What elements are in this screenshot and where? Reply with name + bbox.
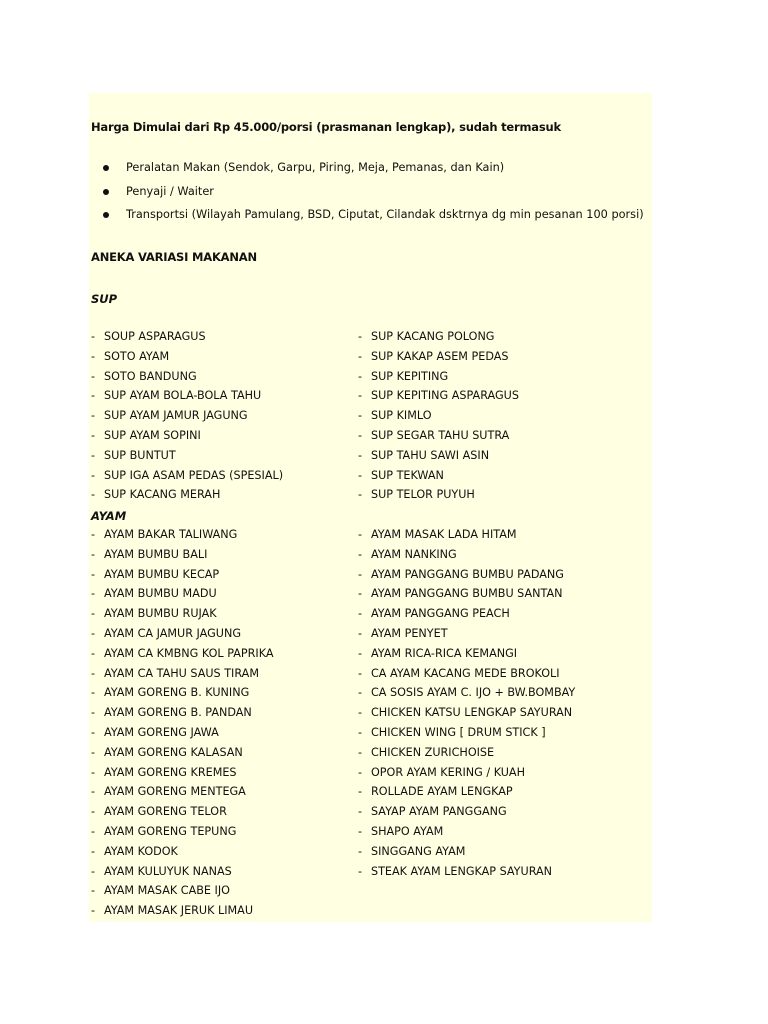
menu-item: - AYAM CA KMBNG KOL PAPRIKA xyxy=(91,646,274,660)
menu-item: - SAYAP AYAM PANGGANG xyxy=(358,805,507,819)
menu-item: - AYAM MASAK LADA HITAM xyxy=(358,528,517,541)
menu-item: - AYAM PANGGANG PEACH xyxy=(358,607,510,621)
menu-item: - AYAM CA JAMUR JAGUNG xyxy=(91,626,242,640)
menu-item: - SINGGANG AYAM xyxy=(358,844,466,858)
variety-heading: ANEKA VARIASI MAKANAN xyxy=(91,250,257,264)
menu-item: - SUP BUNTUT xyxy=(91,448,176,462)
menu-item: - AYAM RICA-RICA KEMANGI xyxy=(358,646,518,660)
menu-item: - AYAM KULUYUK NANAS xyxy=(91,864,232,878)
menu-item: - AYAM BUMBU MADU xyxy=(91,587,217,601)
menu-item: - CA AYAM KACANG MEDE BROKOLI xyxy=(358,666,560,680)
menu-item: - SOTO BANDUNG xyxy=(91,369,197,383)
menu-item: - AYAM BUMBU RUJAK xyxy=(91,607,217,621)
menu-item: - AYAM GORENG JAWA xyxy=(91,725,219,739)
menu-item: - AYAM GORENG B. KUNING xyxy=(91,686,250,700)
menu-item: - AYAM PANGGANG BUMBU PADANG xyxy=(358,567,564,581)
menu-item: - SUP TELOR PUYUH xyxy=(358,488,475,502)
menu-item: - AYAM PANGGANG BUMBU SANTAN xyxy=(358,587,563,601)
menu-item: - AYAM BUMBU KECAP xyxy=(91,567,220,581)
section-title-ayam: AYAM xyxy=(91,509,127,523)
price-intro: Harga Dimulai dari Rp 45.000/porsi (prasmanan lengkap), sudah termasuk xyxy=(91,120,561,134)
ayam-list-right xyxy=(358,525,575,881)
menu-item: - AYAM GORENG KREMES xyxy=(91,765,237,779)
menu-item: - AYAM KODOK xyxy=(91,844,178,858)
menu-item: - STEAK AYAM LENGKAP SAYURAN xyxy=(358,864,553,878)
menu-item: - AYAM GORENG TELOR xyxy=(91,805,227,819)
section-title-sup: SUP xyxy=(91,292,118,306)
menu-item: - SUP AYAM JAMUR JAGUNG xyxy=(91,409,248,423)
menu-item: - SUP KEPITING ASPARAGUS xyxy=(358,389,519,403)
menu-item: - AYAM BAKAR TALIWANG xyxy=(91,528,238,541)
menu-item: - SUP KEPITING xyxy=(358,369,449,383)
bullet-icon xyxy=(103,212,109,218)
menu-item: - AYAM MASAK JERUK LIMAU xyxy=(91,904,254,918)
bullet-icon xyxy=(103,189,109,195)
menu-item: - SUP KACANG POLONG xyxy=(358,330,495,343)
menu-item: - CA SOSIS AYAM C. IJO + BW.BOMBAY xyxy=(358,686,576,700)
ayam-list-left xyxy=(91,525,274,921)
menu-item: - AYAM NANKING xyxy=(358,547,457,561)
sup-list-left xyxy=(91,327,283,505)
menu-item: - AYAM GORENG KALASAN xyxy=(91,745,243,759)
menu-item: - CHICKEN WING [ DRUM STICK ] xyxy=(358,725,546,739)
menu-item: - AYAM CA TAHU SAUS TIRAM xyxy=(91,666,259,680)
menu-item: - SUP SEGAR TAHU SUTRA xyxy=(358,428,510,442)
menu-item: - SUP KAKAP ASEM PEDAS xyxy=(358,349,509,363)
menu-item: - SOUP ASPARAGUS xyxy=(91,330,206,343)
menu-item: - ROLLADE AYAM LENGKAP xyxy=(358,785,513,799)
menu-item: - OPOR AYAM KERING / KUAH xyxy=(358,765,525,779)
menu-item: - SUP TAHU SAWI ASIN xyxy=(358,448,490,462)
sup-list-right xyxy=(358,327,519,505)
menu-item: - SUP TEKWAN xyxy=(358,468,444,482)
menu-item: - SUP AYAM SOPINI xyxy=(91,428,201,442)
menu-item: - SUP KACANG MERAH xyxy=(91,488,221,502)
menu-item: - AYAM GORENG TEPUNG xyxy=(91,824,237,838)
bullet-icon xyxy=(103,165,109,171)
menu-item: - SUP KIMLO xyxy=(358,409,432,423)
menu-item: - SUP AYAM BOLA-BOLA TAHU xyxy=(91,389,262,403)
menu-item: - SHAPO AYAM xyxy=(358,824,444,838)
menu-item: - AYAM PENYET xyxy=(358,626,448,640)
menu-item: - AYAM BUMBU BALI xyxy=(91,547,208,561)
menu-item: - SUP IGA ASAM PEDAS (SPESIAL) xyxy=(91,468,284,482)
menu-item: - CHICKEN KATSU LENGKAP SAYURAN xyxy=(358,706,573,720)
menu-item: - AYAM GORENG B. PANDAN xyxy=(91,706,252,720)
menu-item: - SOTO AYAM xyxy=(91,349,170,363)
menu-item: - AYAM MASAK CABE IJO xyxy=(91,884,230,898)
menu-item: - AYAM GORENG MENTEGA xyxy=(91,785,246,799)
menu-item: - CHICKEN ZURICHOISE xyxy=(358,745,495,759)
